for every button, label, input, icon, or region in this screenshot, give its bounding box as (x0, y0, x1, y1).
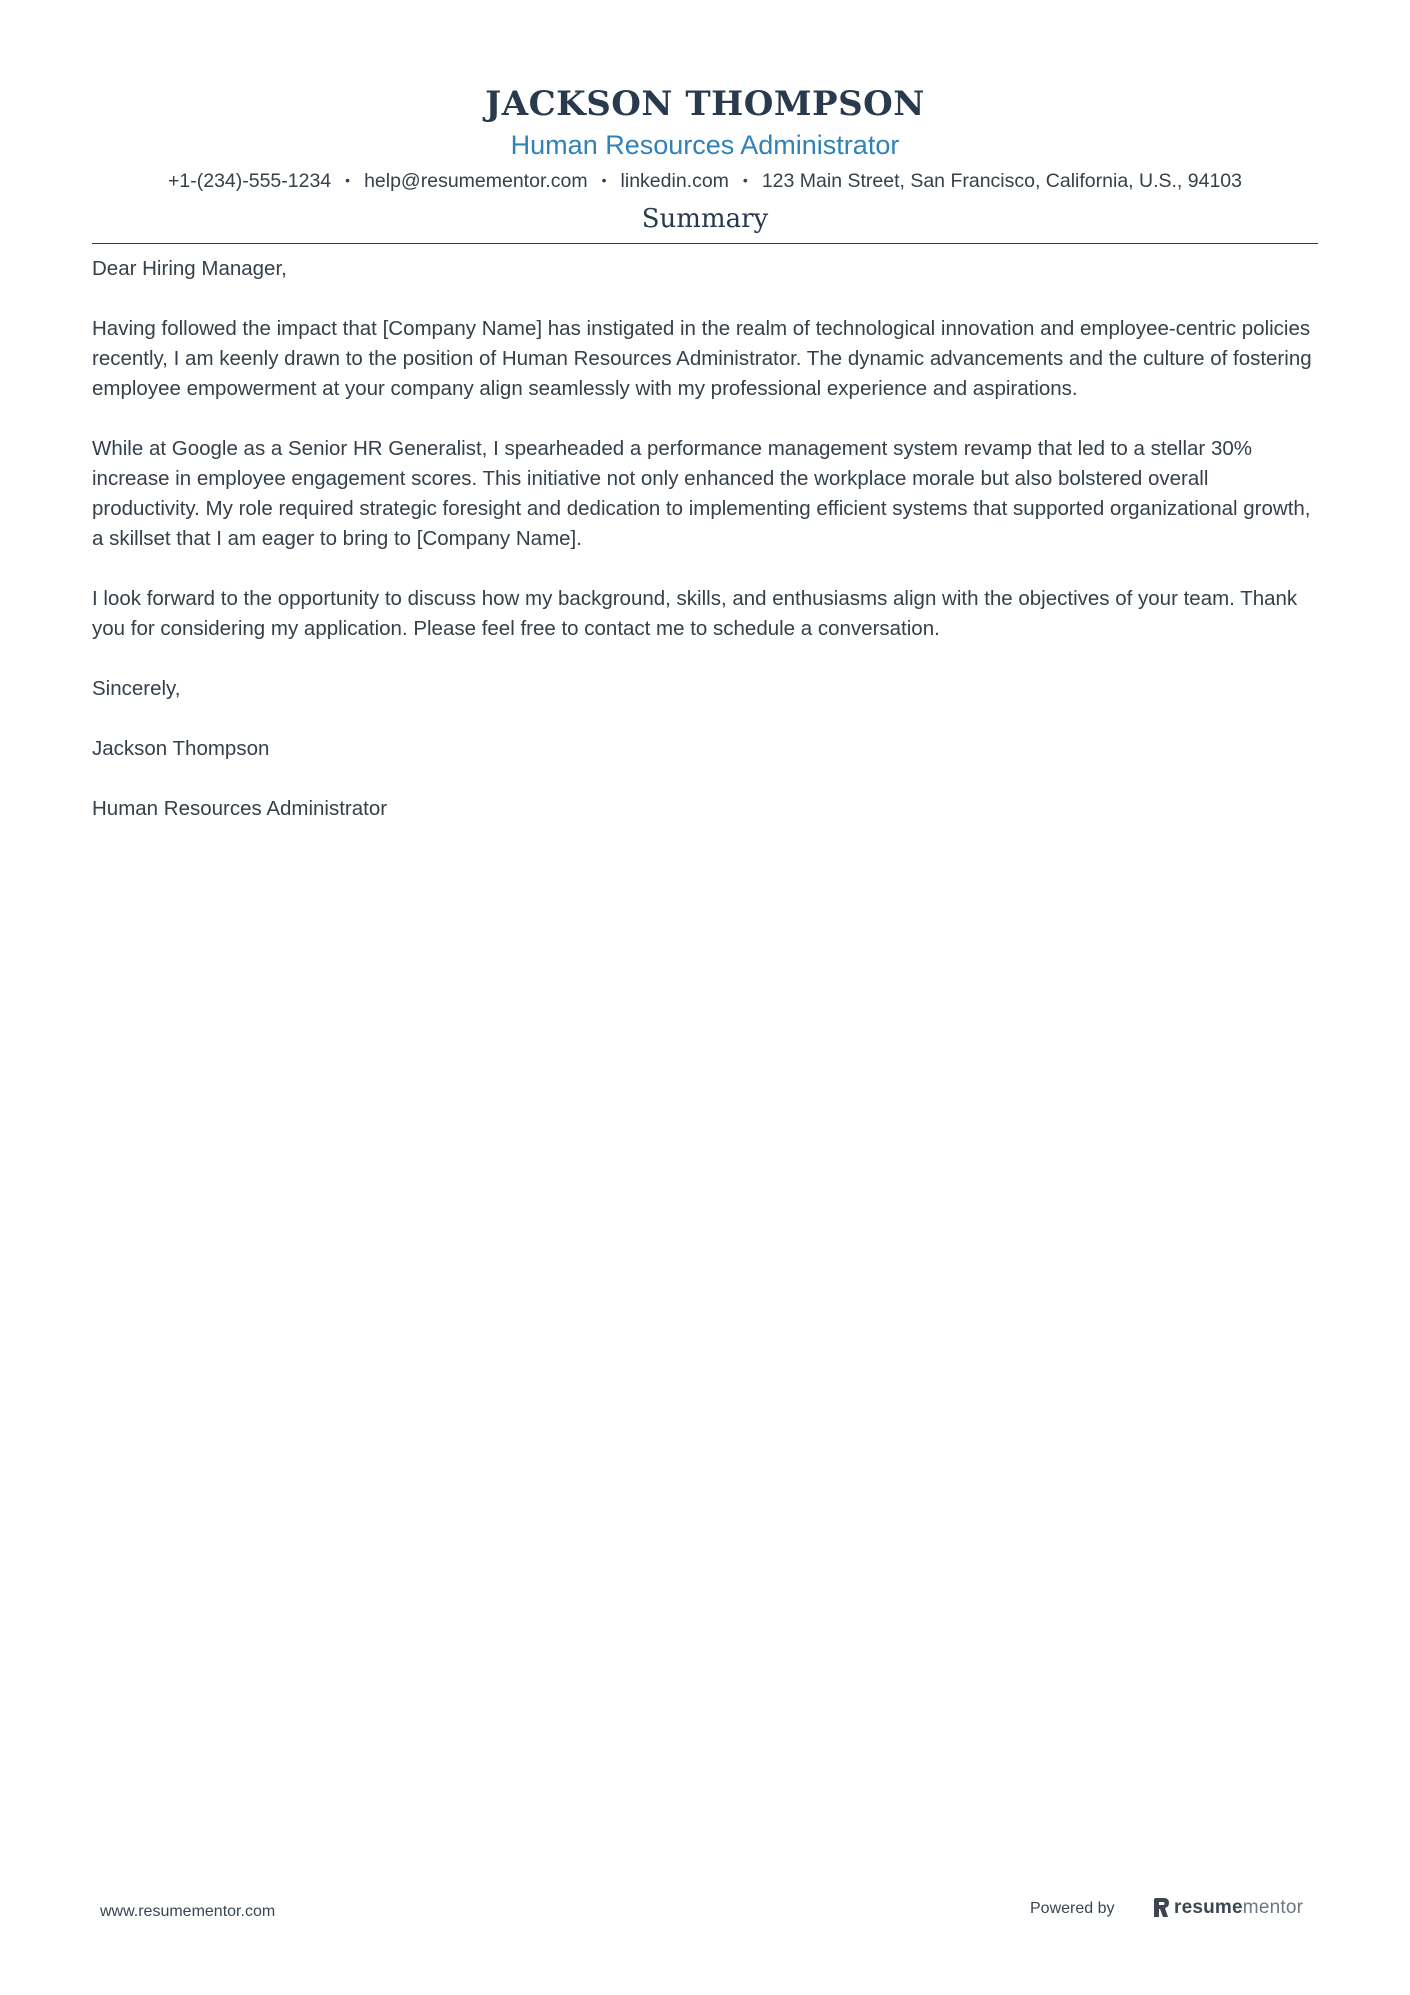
section-divider (92, 243, 1318, 244)
resume-header (92, 80, 1318, 195)
section-title-summary: Summary (641, 204, 769, 234)
candidate-name: JACKSON THOMPSON (485, 84, 925, 124)
brand-wordmark-part2: mentor (1242, 1897, 1304, 1918)
footer-powered-by: Powered by (1030, 1900, 1115, 1917)
footer-brand-logo[interactable] (1152, 1893, 1303, 1923)
letter-paragraph: While at Google as a Senior HR Generalist, I spearheaded a performance management system revamp that led to a stellar 30% increase in employee engagement scores. This initiative not only enhanced the workplace morale but also bolstered overall productivity. My role required strategic foresight and dedication to implementing efficient systems that supported organizational growth, a skillset that I am eager to bring to [Company Name]. (92, 437, 1311, 550)
brand-wordmark-part1: resume (1174, 1897, 1243, 1918)
resumementor-logo-icon (1152, 1897, 1170, 1919)
contact-email[interactable]: help@resumementor.com (364, 170, 588, 192)
footer-website-link[interactable]: www.resumementor.com (100, 1903, 276, 1920)
candidate-title: Human Resources Administrator (510, 130, 900, 160)
brand-wordmark (1174, 1893, 1303, 1923)
contact-separator: • (345, 172, 351, 188)
contact-line (92, 166, 1318, 195)
contact-address: 123 Main Street, San Francisco, California, U.S., 94103 (761, 170, 1242, 192)
contact-separator: • (742, 172, 748, 188)
signature-title: Human Resources Administrator (92, 797, 388, 820)
contact-separator: • (601, 172, 607, 188)
letter-salutation: Dear Hiring Manager, (92, 257, 287, 280)
signature-name: Jackson Thompson (92, 737, 270, 760)
letter-paragraph: I look forward to the opportunity to discuss how my background, skills, and enthusiasms align with the objectives of your team. Thank you for considering my application. Please feel free to contact me to schedule a conversation. (92, 587, 1298, 640)
letter-closing: Sincerely, (92, 677, 181, 700)
letter-paragraph: Having followed the impact that [Company Name] has instigated in the realm of technological innovation and employee-centric policies recently, I am keenly drawn to the position of Human Resources Administrator. The dynamic advancements and the culture of fostering employee empowerment at your company align seamlessly with my professional experience and aspirations. (92, 317, 1312, 400)
contact-linkedin[interactable]: linkedin.com (620, 170, 729, 192)
cover-letter-body (92, 254, 1318, 854)
contact-phone: +1-(234)-555-1234 (168, 170, 332, 192)
